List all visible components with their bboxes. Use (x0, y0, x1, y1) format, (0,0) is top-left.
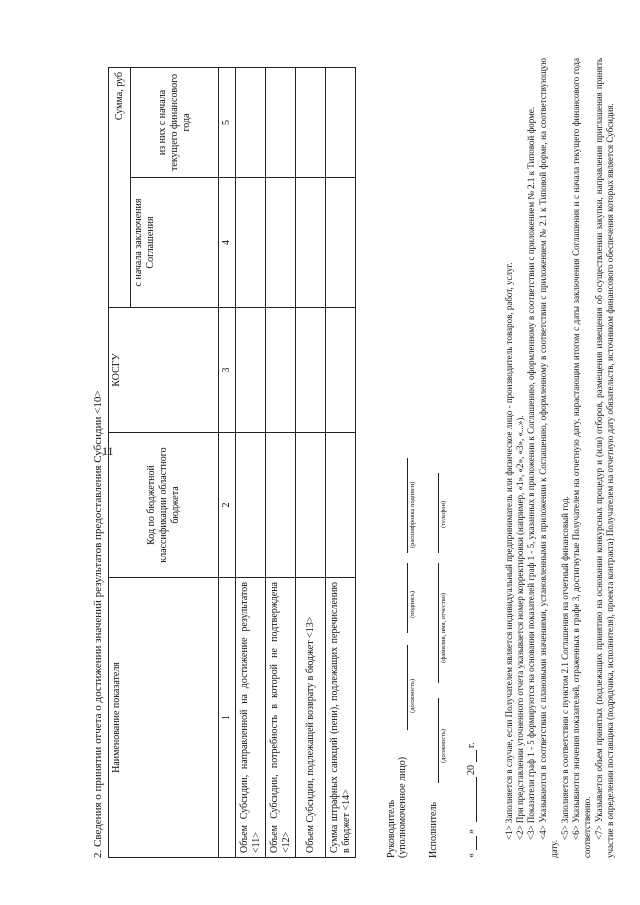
date-open-quote: « (466, 853, 477, 858)
caption-phone: (телефон) (440, 500, 447, 528)
row-label: Объем Субсидии, потребность в которой не подтверждена <12> (266, 578, 296, 858)
table-cell (266, 433, 296, 578)
head-signature-block (386, 481, 419, 858)
table-cell (326, 178, 356, 308)
header-budget-code: Код по бюджетной классификации областного бюджета (109, 433, 219, 578)
table-cell (326, 433, 356, 578)
table-cell (296, 178, 326, 308)
head-sub-label: (уполномоченное лицо) (397, 756, 408, 858)
executor-label: Исполнитель (428, 802, 439, 858)
footnotes (504, 58, 616, 858)
caption-decoding: (расшифровка подписи) (409, 481, 416, 548)
footnote-4: <4> Указываются в соответствии с плановыми значениями, установленными в приложении к Соглашению, оформленному в соответствии с приложением № 2.1 к Типовой форме, на соответствующую дату. (537, 58, 559, 858)
table-cell (296, 67, 326, 177)
col-number-1: 1 (219, 578, 236, 858)
table-cell (236, 308, 266, 433)
table-cell (266, 67, 296, 177)
table-cell (326, 308, 356, 433)
caption-fullname: (фамилия, имя, отчество) (440, 592, 447, 663)
col-number-3: 3 (219, 308, 236, 433)
decoding-line (397, 458, 408, 553)
position-line (397, 645, 408, 730)
table-cell (236, 433, 266, 578)
header-sum: Сумма, руб (109, 67, 131, 307)
caption-signature: (подпись) (409, 591, 416, 618)
footnote-1: <1> Заполняется в случае, если Получателем является индивидуальный предприниматель или физическое лицо - производитель товаров, работ, услуг. (504, 262, 514, 840)
header-kosgu: КОСГУ (109, 308, 219, 433)
page-number: 11 (102, 444, 114, 458)
date-suffix: г. (466, 742, 477, 748)
footnote-6: <6> Указываются значения показателей, отраженных в графе 3, достигнутые Получателем на отчетную дату, нарастающим итогом с даты заключения Соглашения и с начала текущего финансового года соответственно. (571, 58, 593, 858)
date-close-quote: » (466, 829, 477, 834)
header-name: Наименование показателя (109, 578, 219, 858)
row-label: Сумма штрафных санкций (пени), подлежащих перечислению в бюджет <14> (326, 578, 356, 858)
row-label: Объем Субсидии, направленной на достижение результатов <11> (236, 578, 266, 858)
table-row (326, 67, 356, 857)
caption-position: (должность) (409, 678, 416, 713)
col-number-4: 4 (219, 178, 236, 308)
subsidy-report-table (108, 67, 356, 858)
table-cell (326, 67, 356, 177)
table-cell (296, 433, 326, 578)
date-month-line (466, 778, 477, 823)
footnote-2: <2> При представлении уточненного отчета указывается номер корректировки (например, «1», «2», «3», «...»). (515, 415, 526, 840)
col-number-2: 2 (219, 433, 236, 578)
table-cell (236, 67, 266, 177)
row-label: Объем Субсидии, подлежащей возврату в бюджет <13> (296, 578, 326, 858)
executor-phone-line (428, 473, 439, 553)
head-label: Руководитель (386, 799, 397, 858)
date-line (466, 743, 477, 858)
table-row (236, 67, 266, 857)
table-row (266, 67, 296, 857)
footnote-7: <7> Указывается объем принятых (подлежащих принятию на основании конкурсных процедур и (или) отборов, размещения извещения об осуществлении закупки, направления приглашения принять участие в определении поставщика (подрядчика, исполнителя), проекта контракта) Получателем на отчетную дату обязательств, источником финансового обеспечения которых является Субсидия. (593, 58, 615, 858)
footnote-5: <5> Заполняется в соответствии с пунктом 2.1 Соглашения на отчетный финансовый год. (560, 496, 571, 840)
footnote-3: <3> Показатели граф 1 - 5 формируются на основании показателей граф 1 - 5, указанных в приложении к Соглашению, оформленному в соответствии с приложением № 2.1 к Типовой форме. (526, 106, 537, 840)
date-day-line (466, 837, 477, 851)
rotated-content (92, 38, 640, 868)
signature-line (397, 563, 408, 633)
header-since-year: из них с начала текущего финансового года (131, 67, 219, 177)
caption-executor-position: (должность) (440, 728, 447, 763)
header-since-agreement: с начала заключения Соглашения (131, 178, 219, 308)
table-row (296, 67, 326, 857)
executor-position-line (428, 698, 439, 783)
table-cell (266, 308, 296, 433)
date-year: 20 (466, 765, 477, 775)
section-title: 2. Сведения о принятии отчета о достижении значений результатов предоставления Субсидии <10> (92, 390, 104, 858)
col-number-5: 5 (219, 67, 236, 177)
executor-signature-block (428, 500, 450, 858)
table-cell (236, 178, 266, 308)
executor-fullname-line (428, 563, 439, 683)
table-cell (266, 178, 296, 308)
table-cell (296, 308, 326, 433)
date-year-line (466, 751, 477, 763)
